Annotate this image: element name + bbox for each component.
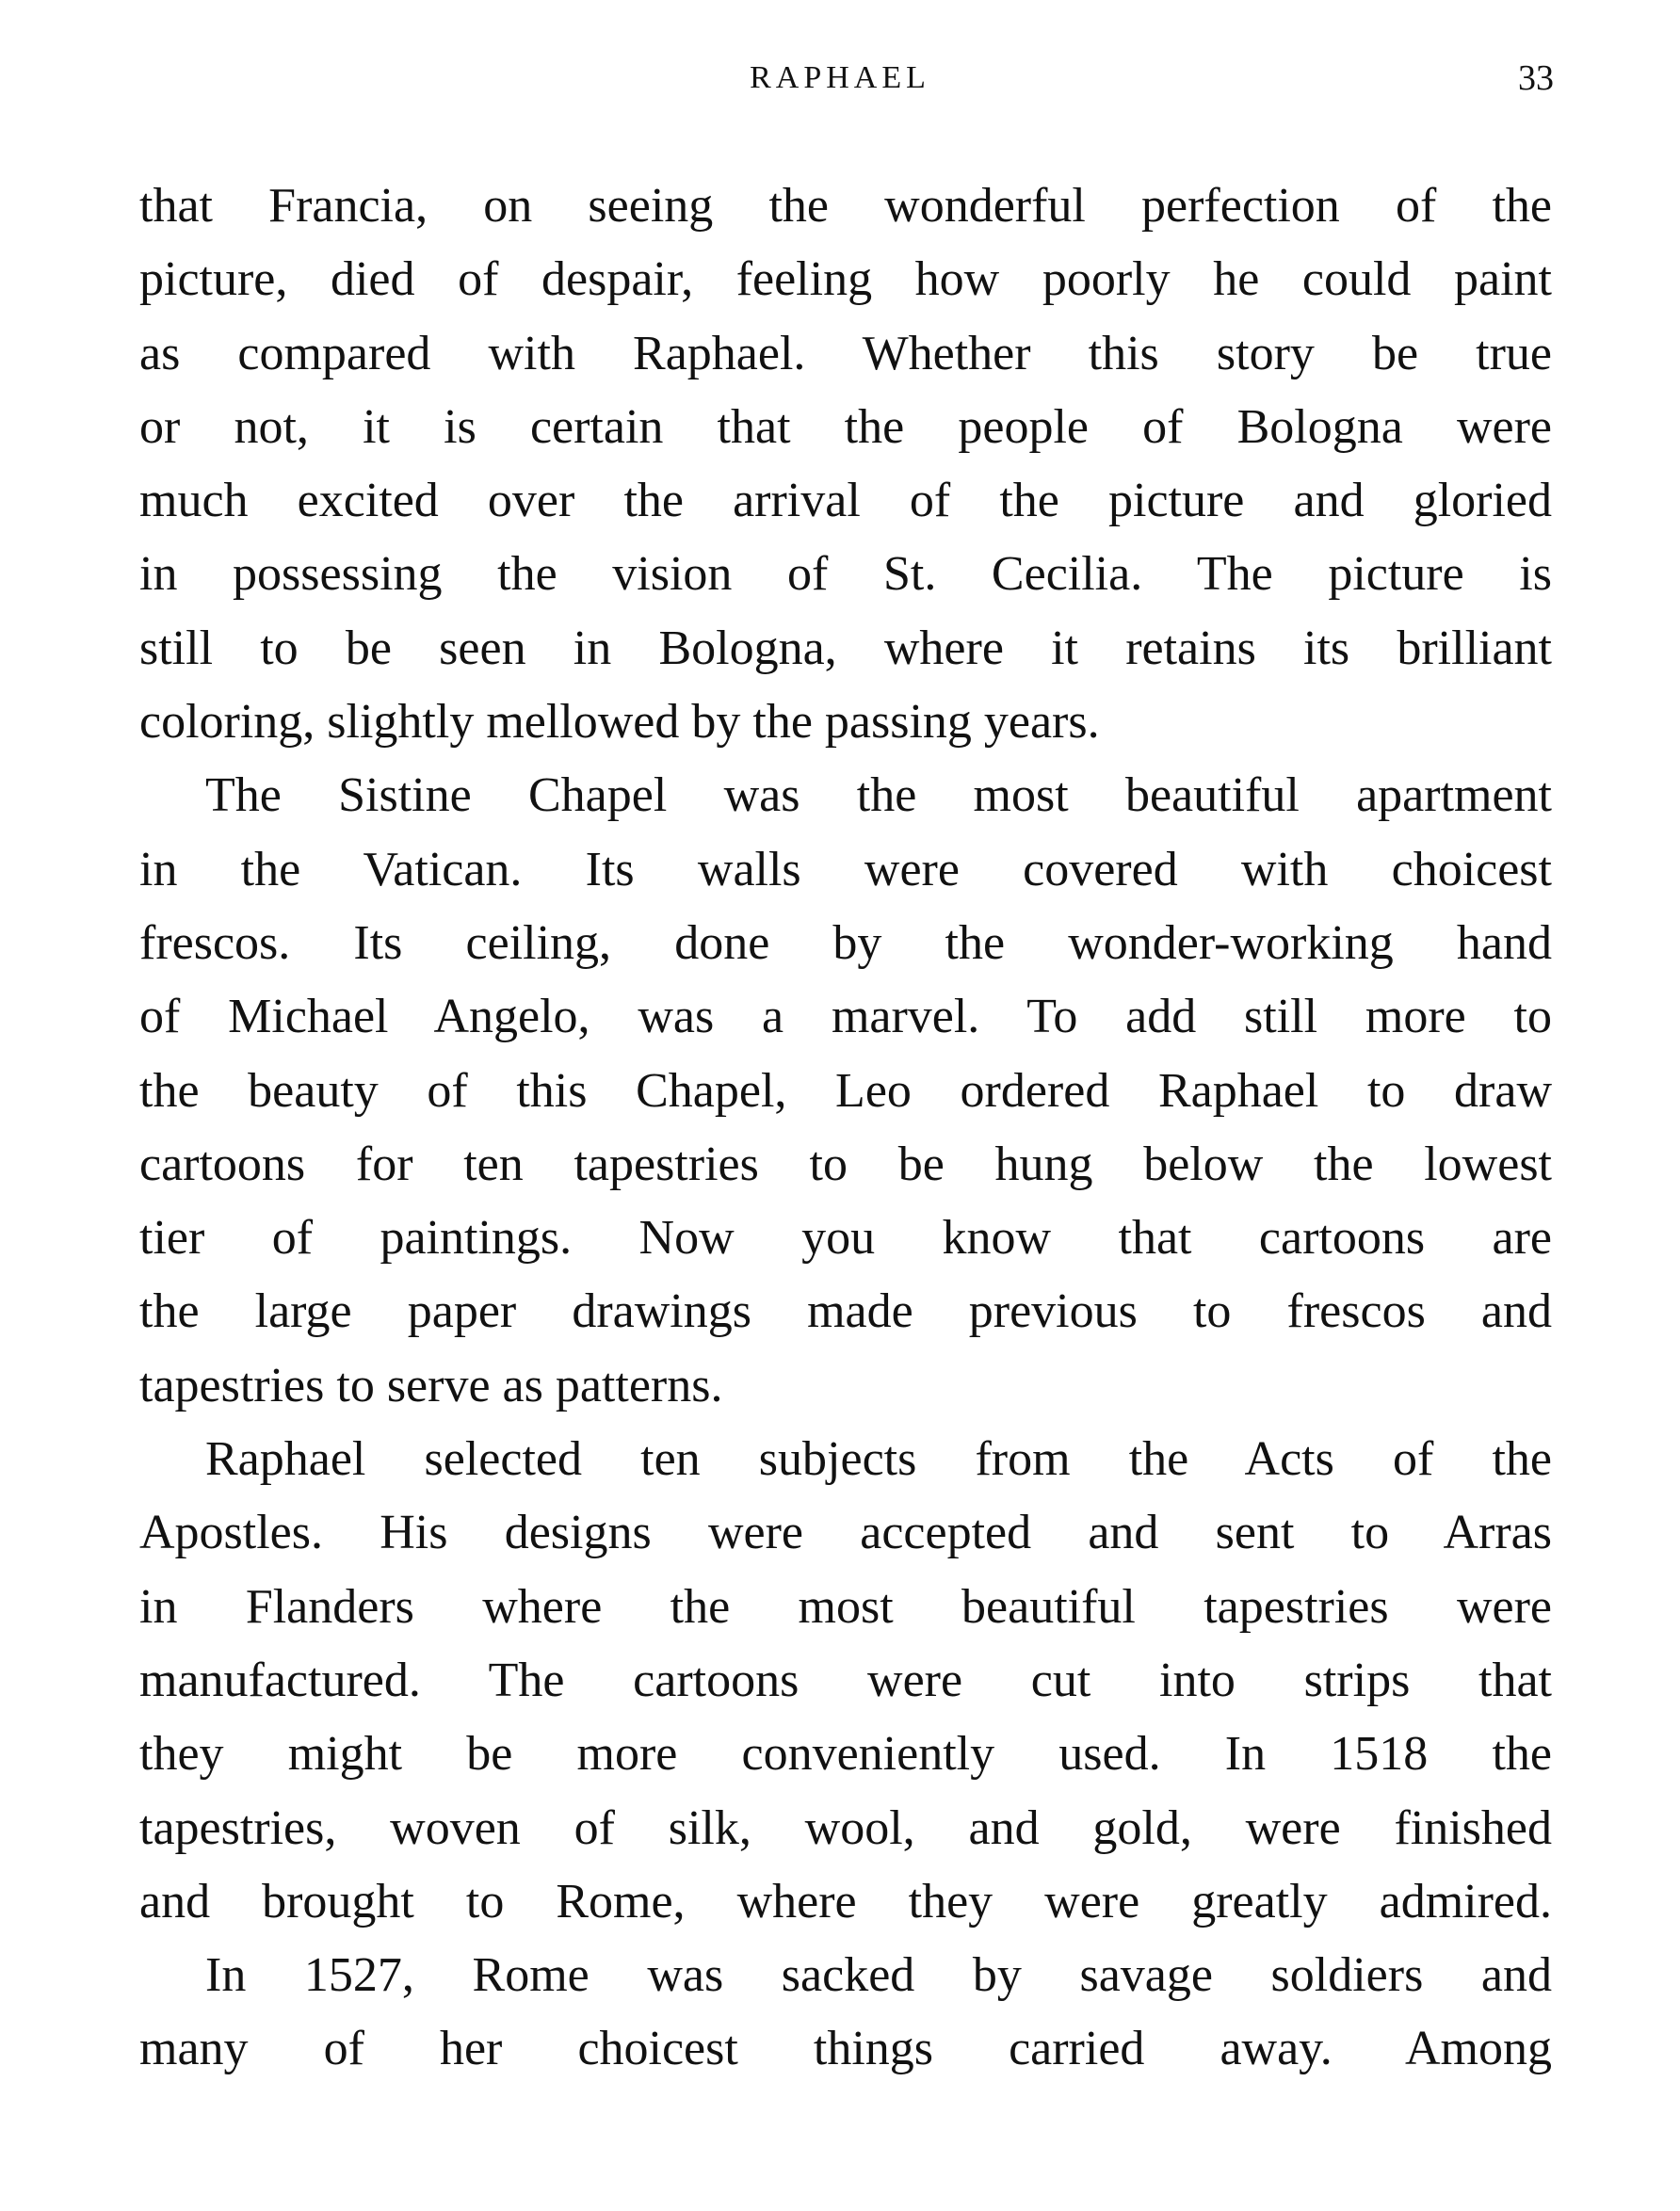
text-line: cartoons for ten tapestries to be hung below the lowest <box>139 1137 1552 1191</box>
text-line: as compared with Raphael. Whether this story be true <box>139 326 1552 380</box>
text-line: Apostles. His designs were accepted and sent to Arras <box>139 1506 1552 1560</box>
text-line: in the Vatican. Its walls were covered with choicest <box>139 842 1552 896</box>
text-line: many of her choicest things carried away. Among <box>139 2022 1552 2076</box>
text-line: and brought to Rome, where they were greatly admired. <box>139 1874 1552 1929</box>
text-line: frescos. Its ceiling, done by the wonder-working hand <box>139 915 1552 970</box>
text-line: tier of paintings. Now you know that cartoons are <box>139 1211 1552 1266</box>
text-line: in Flanders where the most beautiful tapestries were <box>139 1579 1552 1634</box>
text-line: or not, it is certain that the people of Bologna were <box>139 399 1552 454</box>
text-line: manufactured. The cartoons were cut into strips that <box>139 1653 1552 1707</box>
paragraph-start-line: Raphael selected ten subjects from the Acts of the <box>205 1432 1552 1487</box>
text-line: still to be seen in Bologna, where it retains its brilliant <box>139 621 1552 675</box>
text-line: tapestries, woven of silk, wool, and gold, were finished <box>139 1800 1552 1855</box>
paragraph-end-line: tapestries to serve as patterns. <box>139 1358 723 1412</box>
body-text <box>139 169 1552 2087</box>
paragraph-start-line: In 1527, Rome was sacked by savage soldiers and <box>205 1948 1552 2003</box>
text-line: much excited over the arrival of the picture and gloried <box>139 474 1552 528</box>
running-title: RAPHAEL <box>750 60 930 95</box>
page-number: 33 <box>1518 58 1554 98</box>
text-line: they might be more conveniently used. In 1518 the <box>139 1727 1552 1782</box>
text-line: the beauty of this Chapel, Leo ordered Raphael to draw <box>139 1063 1552 1118</box>
text-line: in possessing the vision of St. Cecilia. The picture is <box>139 547 1552 602</box>
paragraph-end-line: coloring, slightly mellowed by the passing years. <box>139 695 1100 750</box>
paragraph-start-line: The Sistine Chapel was the most beautiful apartment <box>205 768 1552 823</box>
text-line: that Francia, on seeing the wonderful perfection of the <box>139 179 1552 233</box>
text-line: picture, died of despair, feeling how poorly he could paint <box>139 252 1552 307</box>
running-head <box>0 55 1680 102</box>
text-line: of Michael Angelo, was a marvel. To add still more to <box>139 990 1552 1044</box>
text-line: the large paper drawings made previous to frescos and <box>139 1284 1552 1339</box>
